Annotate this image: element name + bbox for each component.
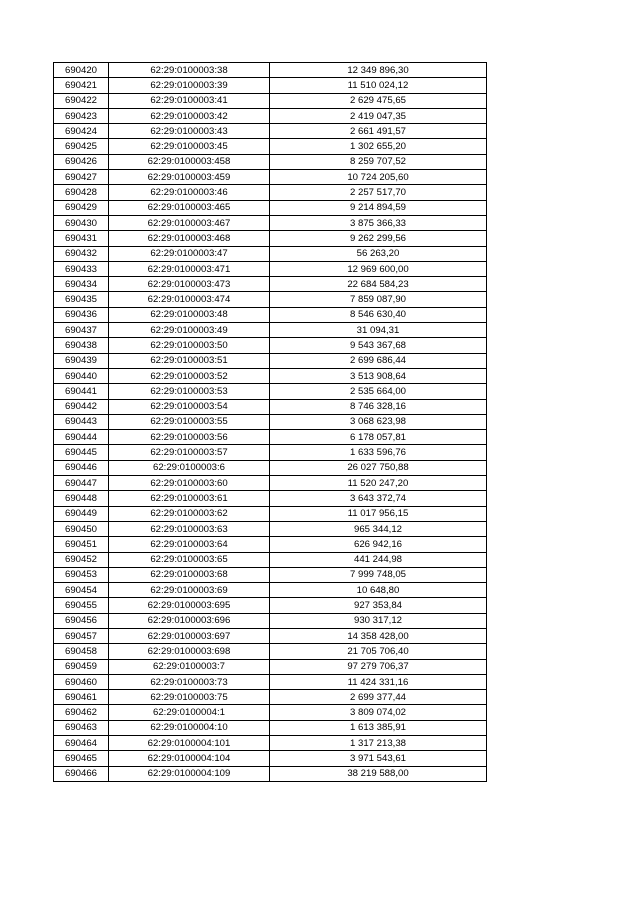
cadastral-value-cell: 9 262 299,56 <box>270 231 487 246</box>
row-number-cell: 690427 <box>54 170 109 185</box>
table-row <box>54 659 487 674</box>
cadastral-number-cell: 62:29:0100003:474 <box>109 292 270 307</box>
cadastral-value-cell: 1 613 385,91 <box>270 720 487 735</box>
table-row <box>54 644 487 659</box>
row-number-cell: 690445 <box>54 445 109 460</box>
cadastral-value-cell: 8 259 707,52 <box>270 154 487 169</box>
cadastral-number-cell: 62:29:0100003:695 <box>109 598 270 613</box>
row-number-cell: 690460 <box>54 674 109 689</box>
cadastral-value-cell: 8 746 328,16 <box>270 399 487 414</box>
table-row <box>54 124 487 139</box>
table-row <box>54 353 487 368</box>
table-row <box>54 445 487 460</box>
table-row <box>54 338 487 353</box>
row-number-cell: 690451 <box>54 537 109 552</box>
cadastral-value-cell: 3 875 366,33 <box>270 215 487 230</box>
row-number-cell: 690448 <box>54 491 109 506</box>
cadastral-number-cell: 62:29:0100003:39 <box>109 78 270 93</box>
cadastral-number-cell: 62:29:0100003:41 <box>109 93 270 108</box>
table-row <box>54 476 487 491</box>
row-number-cell: 690454 <box>54 583 109 598</box>
cadastral-value-cell: 2 629 475,65 <box>270 93 487 108</box>
table-row <box>54 598 487 613</box>
table-row <box>54 231 487 246</box>
cadastral-value-cell: 9 214 894,59 <box>270 200 487 215</box>
row-number-cell: 690443 <box>54 414 109 429</box>
cadastral-value-cell: 3 809 074,02 <box>270 705 487 720</box>
cadastral-number-cell: 62:29:0100003:54 <box>109 399 270 414</box>
cadastral-value-cell: 3 513 908,64 <box>270 368 487 383</box>
cadastral-value-cell: 7 999 748,05 <box>270 567 487 582</box>
cadastral-number-cell: 62:29:0100003:6 <box>109 460 270 475</box>
cadastral-value-cell: 2 535 664,00 <box>270 384 487 399</box>
cadastral-value-cell: 9 543 367,68 <box>270 338 487 353</box>
row-number-cell: 690428 <box>54 185 109 200</box>
table-row <box>54 766 487 781</box>
row-number-cell: 690447 <box>54 476 109 491</box>
cadastral-value-cell: 441 244,98 <box>270 552 487 567</box>
row-number-cell: 690429 <box>54 200 109 215</box>
table-row <box>54 751 487 766</box>
cadastral-number-cell: 62:29:0100004:10 <box>109 720 270 735</box>
table-row <box>54 628 487 643</box>
cadastral-number-cell: 62:29:0100003:73 <box>109 674 270 689</box>
table-row <box>54 491 487 506</box>
row-number-cell: 690461 <box>54 690 109 705</box>
cadastral-number-cell: 62:29:0100003:56 <box>109 430 270 445</box>
row-number-cell: 690463 <box>54 720 109 735</box>
cadastral-number-cell: 62:29:0100003:60 <box>109 476 270 491</box>
row-number-cell: 690459 <box>54 659 109 674</box>
table-row <box>54 261 487 276</box>
row-number-cell: 690426 <box>54 154 109 169</box>
row-number-cell: 690450 <box>54 521 109 536</box>
cadastral-value-cell: 6 178 057,81 <box>270 430 487 445</box>
cadastral-value-cell: 2 699 686,44 <box>270 353 487 368</box>
table-row <box>54 154 487 169</box>
cadastral-value-cell: 10 648,80 <box>270 583 487 598</box>
cadastral-value-cell: 21 705 706,40 <box>270 644 487 659</box>
cadastral-value-cell: 11 520 247,20 <box>270 476 487 491</box>
table-row <box>54 108 487 123</box>
cadastral-number-cell: 62:29:0100003:473 <box>109 277 270 292</box>
cadastral-number-cell: 62:29:0100003:48 <box>109 307 270 322</box>
cadastral-value-cell: 626 942,16 <box>270 537 487 552</box>
cadastral-value-cell: 12 969 600,00 <box>270 261 487 276</box>
cadastral-number-cell: 62:29:0100003:468 <box>109 231 270 246</box>
table-row <box>54 567 487 582</box>
cadastral-value-cell: 26 027 750,88 <box>270 460 487 475</box>
table-row <box>54 690 487 705</box>
cadastral-value-cell: 7 859 087,90 <box>270 292 487 307</box>
table-row <box>54 323 487 338</box>
cadastral-value-cell: 11 510 024,12 <box>270 78 487 93</box>
row-number-cell: 690444 <box>54 430 109 445</box>
table-row <box>54 93 487 108</box>
row-number-cell: 690446 <box>54 460 109 475</box>
cadastral-number-cell: 62:29:0100003:696 <box>109 613 270 628</box>
table-row <box>54 277 487 292</box>
row-number-cell: 690438 <box>54 338 109 353</box>
table-row <box>54 384 487 399</box>
table-row <box>54 200 487 215</box>
cadastral-value-cell: 965 344,12 <box>270 521 487 536</box>
cadastral-value-cell: 56 263,20 <box>270 246 487 261</box>
cadastral-number-cell: 62:29:0100003:38 <box>109 63 270 78</box>
cadastral-value-cell: 11 424 331,16 <box>270 674 487 689</box>
row-number-cell: 690456 <box>54 613 109 628</box>
row-number-cell: 690458 <box>54 644 109 659</box>
row-number-cell: 690435 <box>54 292 109 307</box>
cadastral-value-cell: 1 633 596,76 <box>270 445 487 460</box>
row-number-cell: 690433 <box>54 261 109 276</box>
cadastral-value-cell: 2 699 377,44 <box>270 690 487 705</box>
table-row <box>54 307 487 322</box>
cadastral-number-cell: 62:29:0100003:459 <box>109 170 270 185</box>
row-number-cell: 690449 <box>54 506 109 521</box>
cadastral-number-cell: 62:29:0100004:101 <box>109 736 270 751</box>
table-row <box>54 537 487 552</box>
cadastral-value-table <box>53 62 487 782</box>
table-row <box>54 506 487 521</box>
cadastral-number-cell: 62:29:0100003:43 <box>109 124 270 139</box>
cadastral-number-cell: 62:29:0100004:104 <box>109 751 270 766</box>
row-number-cell: 690464 <box>54 736 109 751</box>
cadastral-value-cell: 930 317,12 <box>270 613 487 628</box>
cadastral-value-cell: 3 643 372,74 <box>270 491 487 506</box>
cadastral-value-cell: 14 358 428,00 <box>270 628 487 643</box>
table-row <box>54 78 487 93</box>
cadastral-number-cell: 62:29:0100003:47 <box>109 246 270 261</box>
table-row <box>54 430 487 445</box>
cadastral-value-cell: 2 419 047,35 <box>270 108 487 123</box>
cadastral-number-cell: 62:29:0100003:42 <box>109 108 270 123</box>
row-number-cell: 690441 <box>54 384 109 399</box>
cadastral-number-cell: 62:29:0100003:53 <box>109 384 270 399</box>
cadastral-value-cell: 31 094,31 <box>270 323 487 338</box>
cadastral-value-cell: 11 017 956,15 <box>270 506 487 521</box>
cadastral-number-cell: 62:29:0100003:697 <box>109 628 270 643</box>
row-number-cell: 690466 <box>54 766 109 781</box>
cadastral-value-cell: 38 219 588,00 <box>270 766 487 781</box>
row-number-cell: 690430 <box>54 215 109 230</box>
row-number-cell: 690453 <box>54 567 109 582</box>
cadastral-value-cell: 12 349 896,30 <box>270 63 487 78</box>
cadastral-value-cell: 3 971 543,61 <box>270 751 487 766</box>
cadastral-value-cell: 1 302 655,20 <box>270 139 487 154</box>
row-number-cell: 690455 <box>54 598 109 613</box>
cadastral-number-cell: 62:29:0100003:698 <box>109 644 270 659</box>
cadastral-number-cell: 62:29:0100003:65 <box>109 552 270 567</box>
row-number-cell: 690436 <box>54 307 109 322</box>
table-row <box>54 521 487 536</box>
row-number-cell: 690420 <box>54 63 109 78</box>
cadastral-number-cell: 62:29:0100003:57 <box>109 445 270 460</box>
row-number-cell: 690432 <box>54 246 109 261</box>
cadastral-number-cell: 62:29:0100003:49 <box>109 323 270 338</box>
table-row <box>54 720 487 735</box>
cadastral-value-cell: 927 353,84 <box>270 598 487 613</box>
row-number-cell: 690424 <box>54 124 109 139</box>
row-number-cell: 690452 <box>54 552 109 567</box>
table-row <box>54 736 487 751</box>
row-number-cell: 690440 <box>54 368 109 383</box>
table-row <box>54 552 487 567</box>
table-row <box>54 460 487 475</box>
table-row <box>54 368 487 383</box>
row-number-cell: 690465 <box>54 751 109 766</box>
cadastral-number-cell: 62:29:0100003:55 <box>109 414 270 429</box>
cadastral-number-cell: 62:29:0100003:63 <box>109 521 270 536</box>
row-number-cell: 690425 <box>54 139 109 154</box>
row-number-cell: 690457 <box>54 628 109 643</box>
table-row <box>54 292 487 307</box>
cadastral-value-cell: 10 724 205,60 <box>270 170 487 185</box>
row-number-cell: 690437 <box>54 323 109 338</box>
row-number-cell: 690431 <box>54 231 109 246</box>
table-row <box>54 613 487 628</box>
cadastral-number-cell: 62:29:0100004:109 <box>109 766 270 781</box>
cadastral-number-cell: 62:29:0100003:7 <box>109 659 270 674</box>
row-number-cell: 690421 <box>54 78 109 93</box>
cadastral-number-cell: 62:29:0100003:50 <box>109 338 270 353</box>
table-row <box>54 399 487 414</box>
cadastral-number-cell: 62:29:0100003:68 <box>109 567 270 582</box>
row-number-cell: 690462 <box>54 705 109 720</box>
table-row <box>54 170 487 185</box>
cadastral-value-cell: 2 661 491,57 <box>270 124 487 139</box>
table-row <box>54 63 487 78</box>
cadastral-number-cell: 62:29:0100003:471 <box>109 261 270 276</box>
cadastral-value-cell: 2 257 517,70 <box>270 185 487 200</box>
cadastral-value-cell: 3 068 623,98 <box>270 414 487 429</box>
cadastral-number-cell: 62:29:0100003:465 <box>109 200 270 215</box>
cadastral-number-cell: 62:29:0100003:69 <box>109 583 270 598</box>
cadastral-value-cell: 8 546 630,40 <box>270 307 487 322</box>
cadastral-number-cell: 62:29:0100003:467 <box>109 215 270 230</box>
row-number-cell: 690423 <box>54 108 109 123</box>
cadastral-number-cell: 62:29:0100003:75 <box>109 690 270 705</box>
table-row <box>54 246 487 261</box>
table-row <box>54 215 487 230</box>
cadastral-number-cell: 62:29:0100003:62 <box>109 506 270 521</box>
cadastral-value-cell: 22 684 584,23 <box>270 277 487 292</box>
table-row <box>54 139 487 154</box>
cadastral-number-cell: 62:29:0100003:64 <box>109 537 270 552</box>
table-row <box>54 185 487 200</box>
table-row <box>54 414 487 429</box>
table-row <box>54 583 487 598</box>
table-row <box>54 674 487 689</box>
cadastral-number-cell: 62:29:0100004:1 <box>109 705 270 720</box>
cadastral-number-cell: 62:29:0100003:52 <box>109 368 270 383</box>
cadastral-number-cell: 62:29:0100003:61 <box>109 491 270 506</box>
cadastral-value-cell: 97 279 706,37 <box>270 659 487 674</box>
cadastral-number-cell: 62:29:0100003:46 <box>109 185 270 200</box>
row-number-cell: 690434 <box>54 277 109 292</box>
cadastral-value-cell: 1 317 213,38 <box>270 736 487 751</box>
table-row <box>54 705 487 720</box>
table-body <box>54 63 487 782</box>
cadastral-number-cell: 62:29:0100003:45 <box>109 139 270 154</box>
cadastral-number-cell: 62:29:0100003:458 <box>109 154 270 169</box>
row-number-cell: 690439 <box>54 353 109 368</box>
row-number-cell: 690422 <box>54 93 109 108</box>
cadastral-number-cell: 62:29:0100003:51 <box>109 353 270 368</box>
row-number-cell: 690442 <box>54 399 109 414</box>
